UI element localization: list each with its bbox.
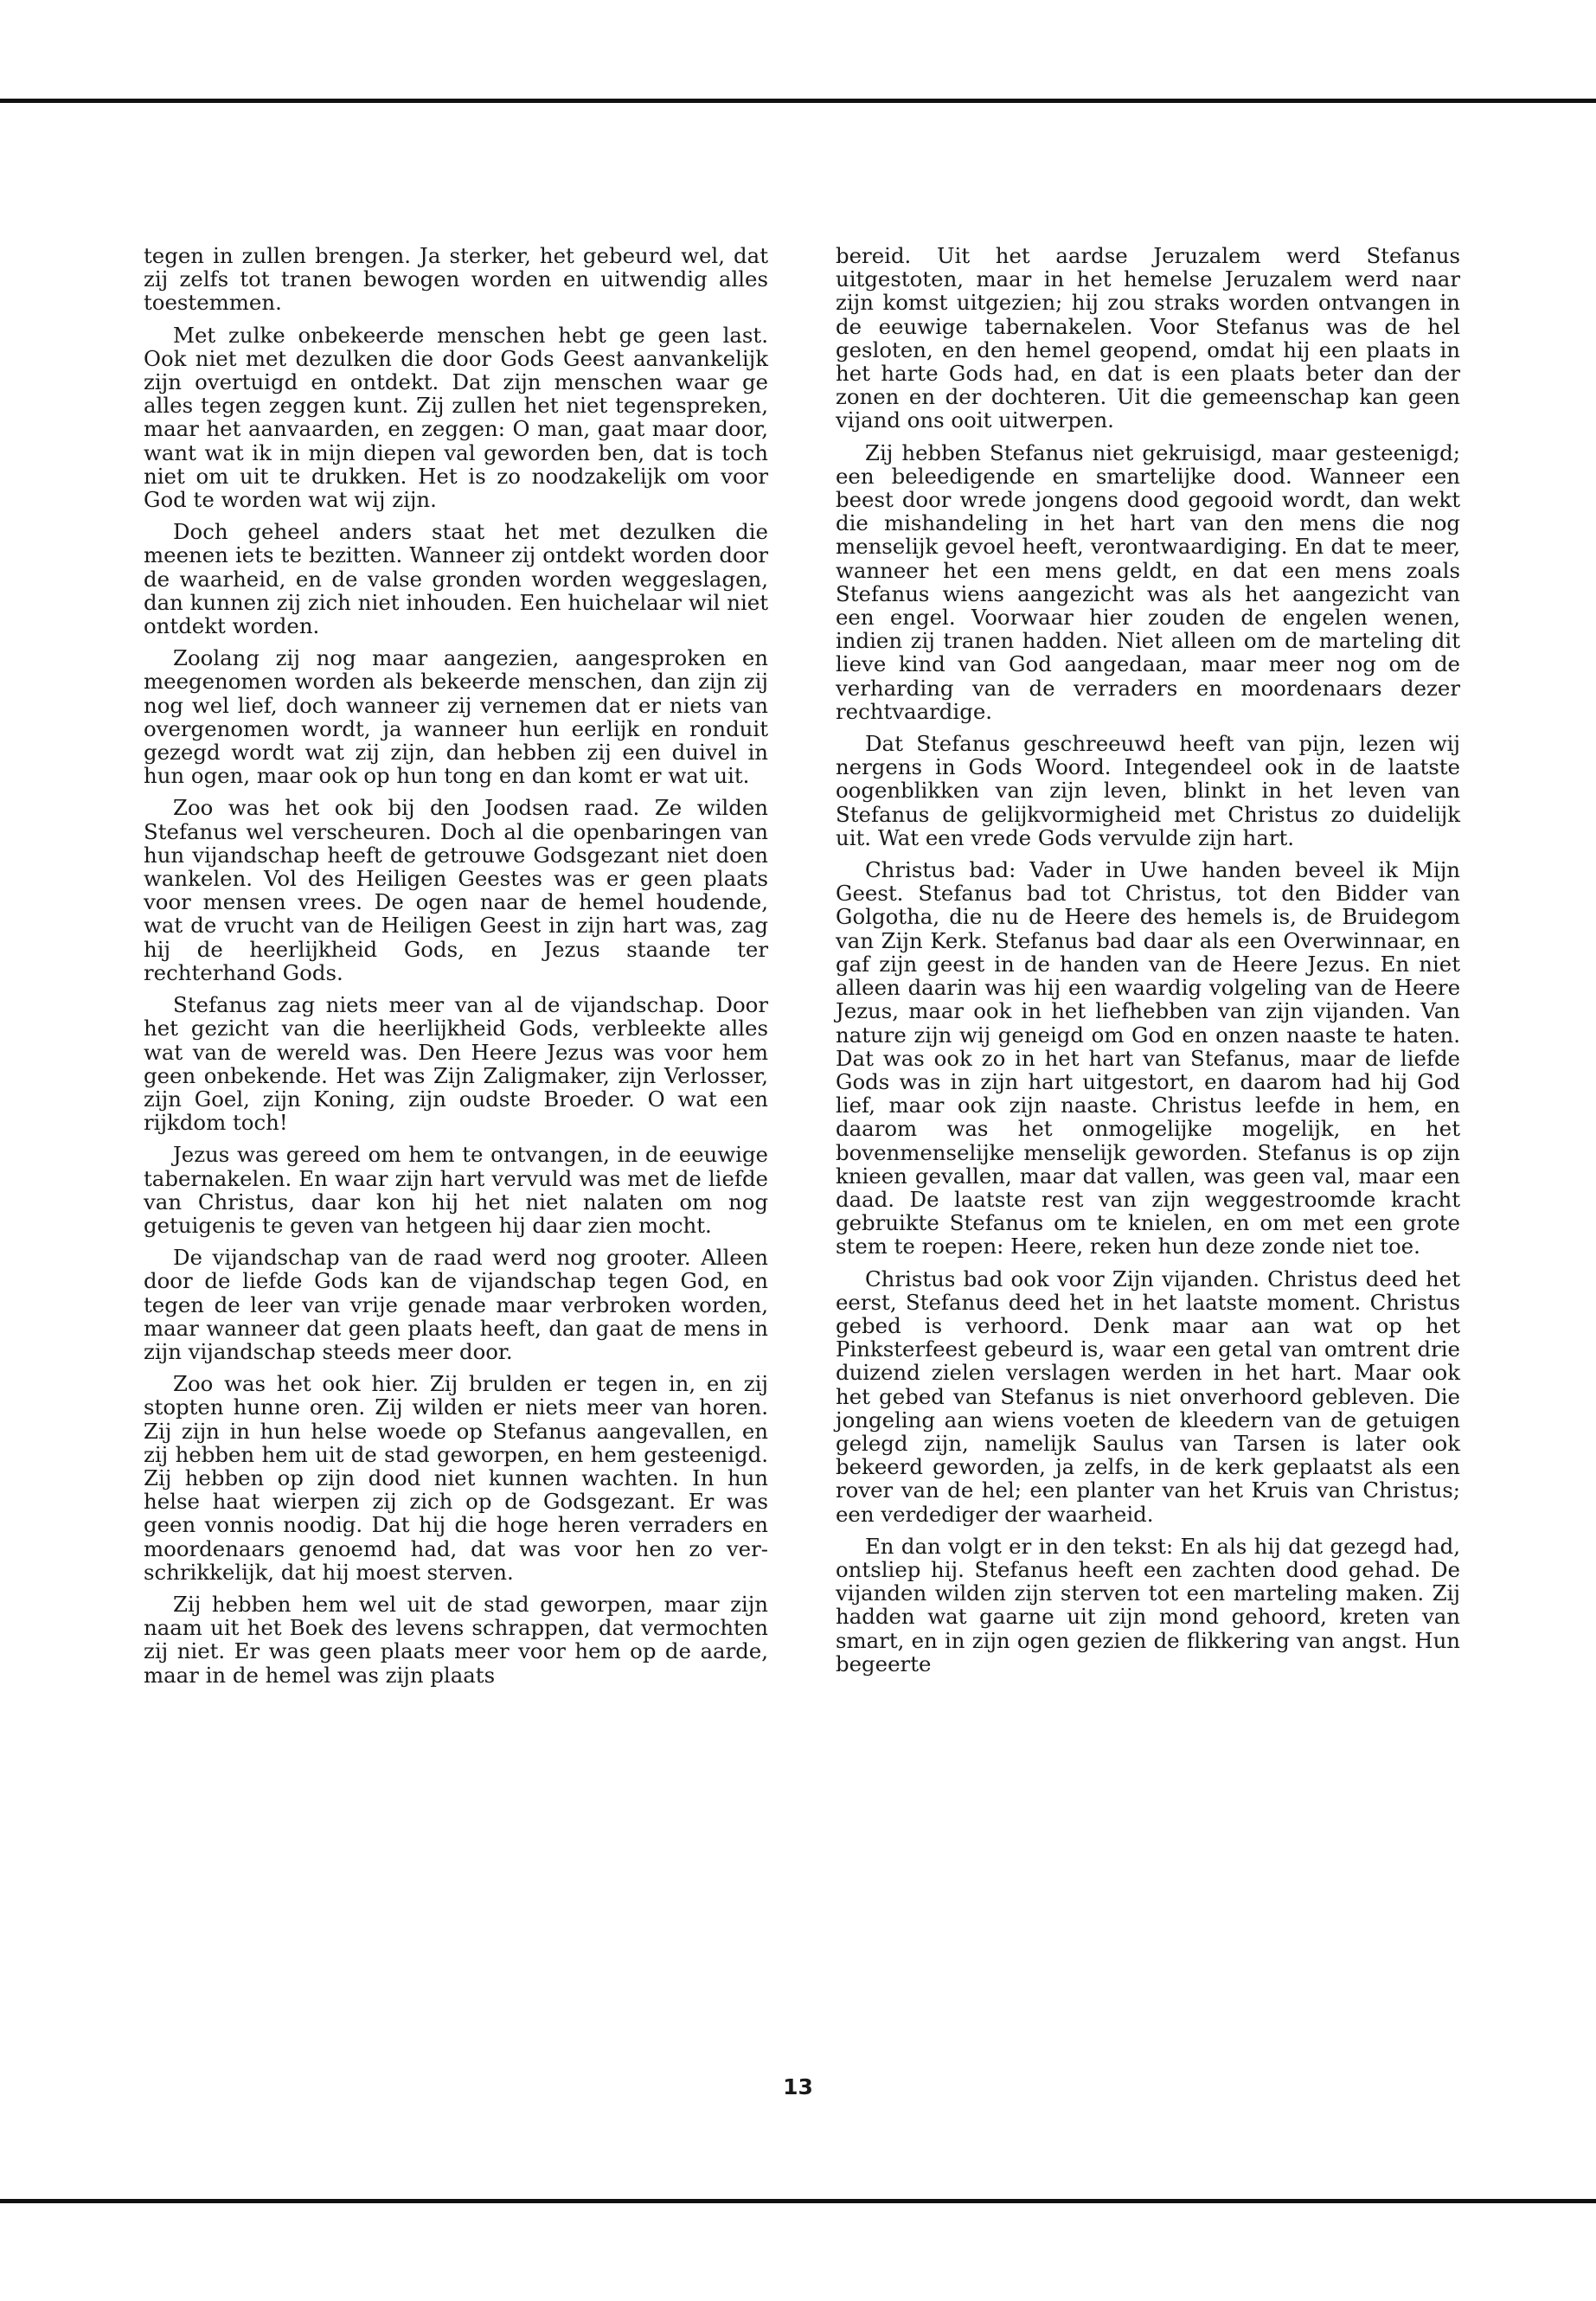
paragraph: Zoo was het ook bij den Joodsen raad. Ze wilden Stefanus wel verscheuren. Doch al die openbaringen van hun vijandschap heeft de getrouwe Godsgezant niet doen wankelen. Vol des Heiligen Geestes was er geen plaats voor mensen vrees. De ogen naar de hemel houdende, wat de vrucht van de Heiligen Geest in zijn hart was, zag hij de heerlijkheid Gods, en Jezus staande ter rechterhand Gods.	[144, 795, 768, 985]
paragraph: bereid. Uit het aardse Jeruzalem werd Stefanus uitgestoten, maar in het hemelse Jeruzalem werd naar zijn komst uitgezien; hij zou straks worden ontvangen in de eeuwige tabernakelen. Voor Stefanus was de hel gesloten, en den hemel geopend, omdat hij een plaats in het harte Gods had, en dat is een plaats beter dan der zonen en der dochteren. Uit die gemeenschap kan geen vijand ons ooit uitwerpen.	[836, 243, 1460, 433]
paragraph: Zij hebben Stefanus niet gekruisigd, maar gesteenigd; een beleedigende en smartelijke dood. Wanneer een beest door wrede jongens dood gegooid wordt, dan wekt die mishandeling in het hart van den mens die nog menselijk gevoel heeft, verontwaardiging. En dat te meer, wanneer het een mens geldt, en dat een mens zoals Stefanus wiens aangezicht was als het aangezicht van een engel. Voorwaar hier zouden de engelen wenen, indien zij tranen hadden. Niet alleen om de marteling dit lieve kind van God aangedaan, maar meer nog om de verharding van de verraders en moordenaars dezer rechtvaardige.	[836, 439, 1460, 724]
bottom-rule	[0, 2199, 1596, 2203]
right-column	[836, 244, 1460, 1684]
paragraph: Christus bad: Vader in Uwe handen beveel ik Mijn Geest. Stefanus bad tot Christus, tot den Bidder van Golgotha, die nu de Heere des hemels is, de Bruidegom van Zijn Kerk. Stefanus bad daar als een Overwinnaar, en gaf zijn geest in de handen van de Heere Jezus. En niet alleen daarin was hij een waardig volgeling van de Heere Jezus, maar ook in het liefhebben van zijn vijanden. Van nature zijn wij geneigd om God en onzen naaste te haten. Dat was ook zo in het hart van Stefanus, maar de liefde Gods was in zijn hart uitgestort, en daarom had hij God lief, maar ook zijn naaste. Christus leefde in hem, en daarom was het onmogelijke mogelijk, en het bovenmenselijke menselijk geworden. Stefanus is op zijn knieen gevallen, maar dat vallen, was geen val, maar een daad. De laatste rest van zijn weggestroomde kracht gebruikte Stefanus om te knielen, en om met een grote stem te roepen: Heere, reken hun deze zonde niet toe.	[836, 857, 1460, 1259]
page-number: 13	[783, 2074, 813, 2099]
paragraph: Zoolang zij nog maar aangezien, aangesproken en meegenomen worden als bekeerde menschen, dan zijn zij nog wel lief, doch wanneer zij vernemen dat er niets van overgenomen wordt, ja wanneer hun eerlijk en ronduit gezegd wordt wat zij zijn, dan hebben zij een duivel in hun ogen, maar ook op hun tong en dan komt er wat uit.	[144, 645, 768, 789]
paragraph: En dan volgt er in den tekst: En als hij dat gezegd had, ontsliep hij. Stefanus heeft een zachten dood gehad. De vijanden wilden zijn sterven tot een marteling maken. Zij hadden wat gaarne uit zijn mond gehoord, kreten van smart, en in zijn ogen gezien de flikkering van angst. Hun begeerte	[836, 1533, 1460, 1676]
paragraph: tegen in zullen brengen. Ja sterker, het gebeurd wel, dat zij zelfs tot tranen bewogen worden en uitwendig alles toestemmen.	[144, 243, 768, 316]
paragraph: Zoo was het ook hier. Zij brulden er tegen in, en zij stopten hunne oren. Zij wilden er niets meer van horen. Zij zijn in hun helse woede op Stefanus aangevallen, en zij hebben hem uit de stad geworpen, en hem gesteenigd. Zij hebben op zijn dood niet kunnen wachten. In hun helse haat wierpen zij zich op de Godsgezant. Er was geen vonnis noodig. Dat hij die hoge heren verraders en moordenaars genoemd had, dat was voor hen zo verschrikkelijk, dat hij moest sterven.	[144, 1371, 768, 1585]
paragraph: Zij hebben hem wel uit de stad geworpen, maar zijn naam uit het Boek des levens schrappen, dat vermochten zij niet. Er was geen plaats meer voor hem op de aarde, maar in de hemel was zijn plaats	[144, 1591, 768, 1688]
paragraph: Jezus was gereed om hem te ontvangen, in de eeuwige tabernakelen. En waar zijn hart vervuld was met de liefde van Christus, daar kon hij het niet nalaten om nog getuigenis te geven van hetgeen hij daar zien mocht.	[144, 1142, 768, 1238]
paragraph: Stefanus zag niets meer van al de vijandschap. Door het gezicht van die heerlijkheid Gods, verbleekte alles wat van de wereld was. Den Heere Jezus was voor hem geen onbekende. Het was Zijn Zaligmaker, zijn Verlosser, zijn Goel, zijn Koning, zijn oudste Broeder. O wat een rijkdom toch!	[144, 992, 768, 1136]
left-column	[144, 244, 768, 1695]
paragraph: De vijandschap van de raad werd nog grooter. Alleen door de liefde Gods kan de vijandschap tegen God, en tegen de leer van vrije genade maar verbroken worden, maar wanneer dat geen plaats heeft, dan gaat de mens in zijn vijandschap steeds meer door.	[144, 1245, 768, 1364]
paragraph: Met zulke onbekeerde menschen hebt ge geen last. Ook niet met dezulken die door Gods Geest aanvankelijk zijn overtuigd en ontdekt. Dat zijn menschen waar ge alles tegen zeggen kunt. Zij zullen het niet tegenspreken, maar het aanvaarden, en zeggen: O man, gaat maar door, want wat ik in mijn diepen val geworden ben, dat is toch niet om uit te drukken. Het is zo noodzakelijk om voor God te worden wat wij zijn.	[144, 322, 768, 513]
paragraph: Christus bad ook voor Zijn vijanden. Christus deed het eerst, Stefanus deed het in het laatste moment. Christus gebed is verhoord. Denk maar aan wat op het Pinksterfeest gebeurd is, waar een getal van omtrent drie duizend zielen verslagen werden in het hart. Maar ook het gebed van Stefanus is niet onverhoord gebleven. Die jongeling aan wiens voeten de kleedern van de getuigen gelegd zijn, namelijk Saulus van Tarsen is later ook bekeerd geworden, ja zelfs, in de kerk geplaatst als een rover van de hel; een planter van het Kruis van Christus; een verdediger der waarheid.	[836, 1266, 1460, 1527]
top-rule	[0, 99, 1596, 103]
paragraph: Dat Stefanus geschreeuwd heeft van pijn, lezen wij nergens in Gods Woord. Integendeel ook in de laatste oogenblikken van zijn leven, blinkt in het leven van Stefanus de gelijkvormigheid met Christus zo duidelijk uit. Wat een vrede Gods vervulde zijn hart.	[836, 731, 1460, 850]
paragraph: Doch geheel anders staat het met dezulken die meenen iets te bezitten. Wanneer zij ontdekt worden door de waarheid, en de valse gronden worden weggeslagen, dan kunnen zij zich niet inhouden. Een huichelaar wil niet ontdekt worden.	[144, 519, 768, 639]
